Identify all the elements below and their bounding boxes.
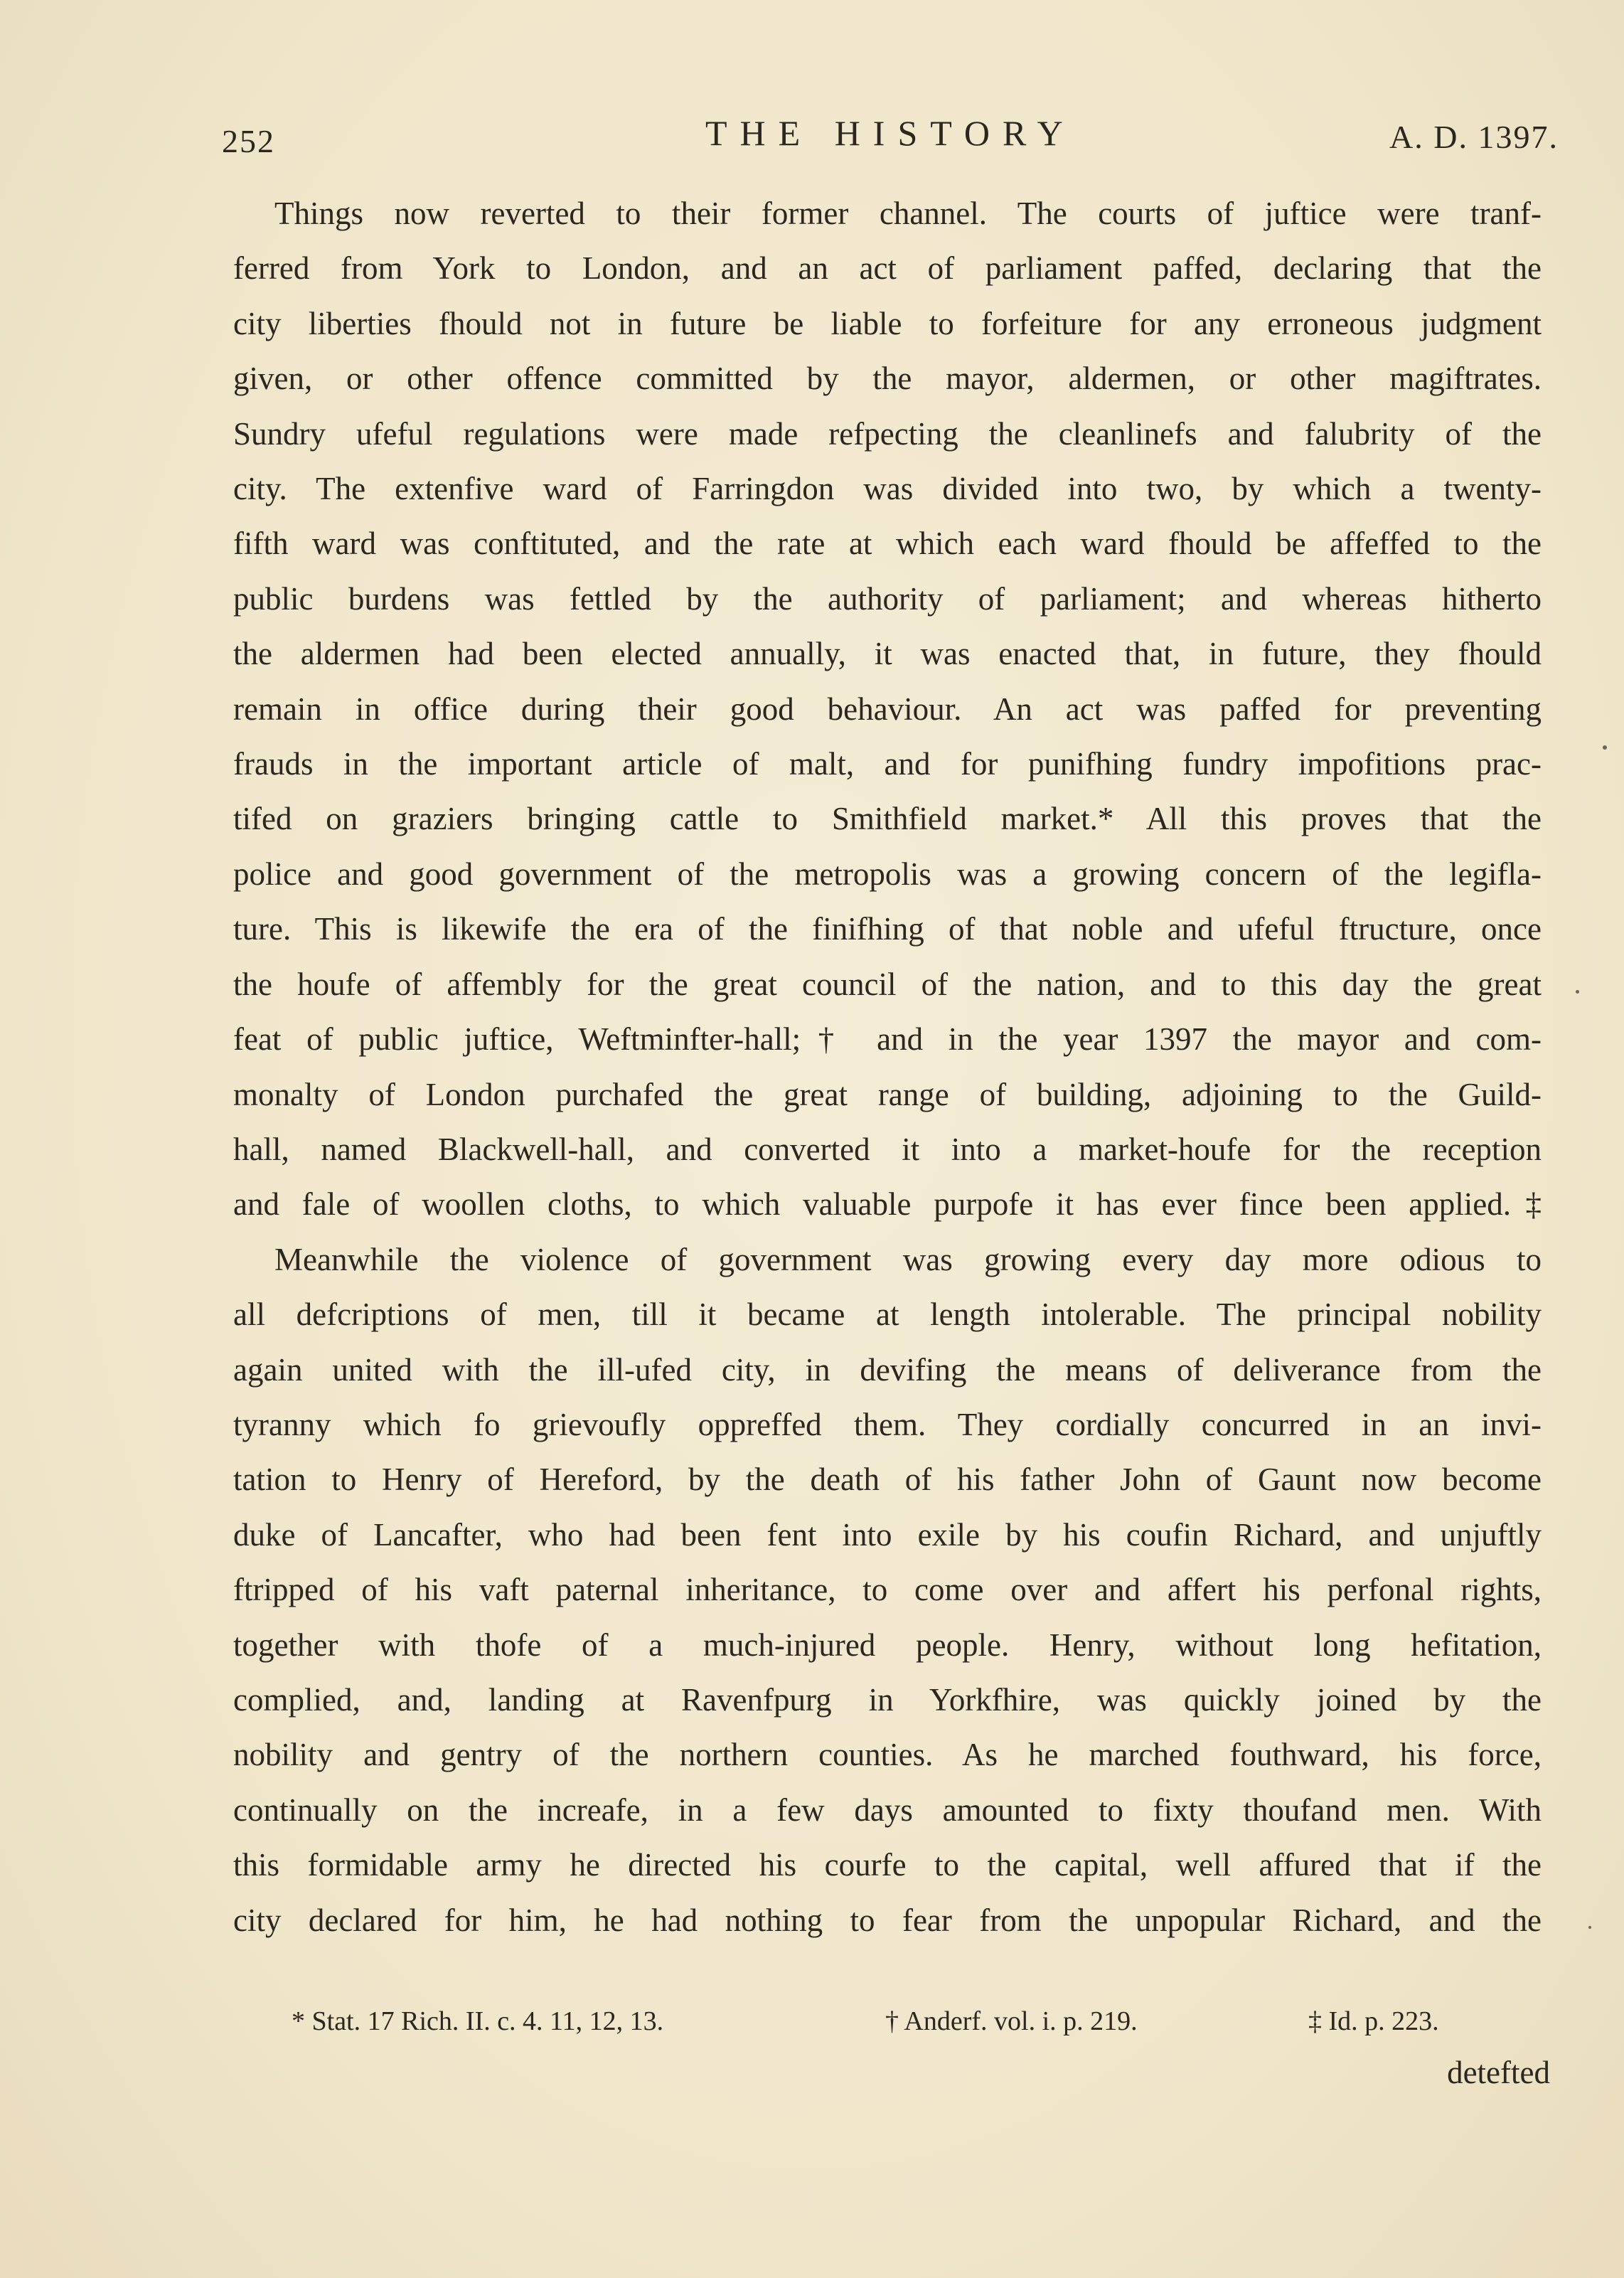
text-line: hall, named Blackwell-hall, and converted it into a market-houfe for the reception [233, 1131, 1542, 1167]
text-line: fifth ward was conftituted, and the rate at which each ward fhould be affeffed to the [233, 526, 1542, 562]
text-line: given, or other offence committed by the mayor, aldermen, or other magiftrates. [233, 361, 1542, 397]
footnote-3: ‡ Id. p. 223. [1308, 2006, 1439, 2036]
text-line: feat of public juftice, Weftminfter-hall;† and in the year 1397 the mayor and com- [233, 1021, 1542, 1058]
text-line: all defcriptions of men, till it became at length intolerable. The principal nobility [233, 1297, 1542, 1333]
text-line: tation to Henry of Hereford, by the death of his father John of Gaunt now become [233, 1462, 1542, 1498]
paper-speck [1603, 745, 1607, 750]
text-line: this formidable army he directed his courfe to the capital, well affured that if the [233, 1847, 1542, 1883]
text-line: tifed on graziers bringing cattle to Smithfield market.* All this proves that the [233, 801, 1542, 837]
text-line: ture. This is likewife the era of the finifhing of that noble and ufeful ftructure, once [233, 911, 1542, 947]
text-line: complied, and, landing at Ravenfpurg in Yorkfhire, was quickly joined by the [233, 1681, 1542, 1718]
text-line: police and good government of the metropolis was a growing concern of the legifla- [233, 856, 1542, 892]
text-line: the aldermen had been elected annually, it was enacted that, in future, they fhould [233, 636, 1542, 672]
catchword: detefted [1447, 2055, 1550, 2090]
paper-speck [1576, 990, 1579, 994]
text-line: frauds in the important article of malt, and for punifhing fundry impofitions prac- [233, 746, 1542, 782]
text-line: and fale of woollen cloths, to which valuable purpofe it has ever fince been applied.‡ [233, 1186, 1542, 1223]
text-line: city. The extenfive ward of Farringdon was divided into two, by which a twenty- [233, 471, 1542, 507]
text-line: monalty of London purchafed the great range of building, adjoining to the Guild- [233, 1076, 1542, 1112]
text-line: city liberties fhould not in future be liable to forfeiture for any erroneous judgment [233, 305, 1542, 341]
text-line: again united with the ill-ufed city, in devifing the means of deliverance from the [233, 1351, 1542, 1388]
paper-speck [1588, 1926, 1591, 1929]
text-line: together with thofe of a much-injured people. Henry, without long hefitation, [233, 1627, 1542, 1663]
text-line: ftripped of his vaft paternal inheritance, to come over and affert his perfonal rights, [233, 1572, 1542, 1608]
text-line: city declared for him, he had nothing to fear from the unpopular Richard, and the [233, 1902, 1542, 1938]
text-line: public burdens was fettled by the authority of parliament; and whereas hitherto [233, 580, 1542, 617]
text-line: the houfe of affembly for the great council of the nation, and to this day the great [233, 966, 1542, 1002]
text-line: nobility and gentry of the northern counties. As he marched fouthward, his force, [233, 1737, 1542, 1773]
text-line: duke of Lancafter, who had been fent into exile by his coufin Richard, and unjuftly [233, 1516, 1542, 1553]
text-line: ferred from York to London, and an act of parliament paffed, declaring that the [233, 250, 1542, 287]
text-line: Things now reverted to their former channel. The courts of juftice were tranf- [274, 196, 1542, 231]
text-line: Sundry ufeful regulations were made refpecting the cleanlinefs and falubrity of the [233, 415, 1542, 452]
year-marker: A. D. 1397. [1389, 119, 1559, 155]
footnote-2: † Anderf. vol. i. p. 219. [885, 2006, 1138, 2036]
body-text [233, 186, 1542, 1948]
page-number: 252 [222, 123, 275, 159]
text-line: Meanwhile the violence of government was growing every day more odious to [274, 1241, 1542, 1277]
text-line: continually on the increafe, in a few days amounted to fixty thoufand men. With [233, 1792, 1542, 1828]
text-line: remain in office during their good behaviour. An act was paffed for preventing [233, 691, 1542, 727]
text-line: tyranny which fo grievoufly oppreffed them. They cordially concurred in an invi- [233, 1406, 1542, 1442]
footnotes [292, 2006, 1543, 2048]
running-title: THE HISTORY [705, 113, 1076, 153]
footnote-1: * Stat. 17 Rich. II. c. 4. 11, 12, 13. [292, 2006, 664, 2036]
running-head [222, 107, 1559, 164]
